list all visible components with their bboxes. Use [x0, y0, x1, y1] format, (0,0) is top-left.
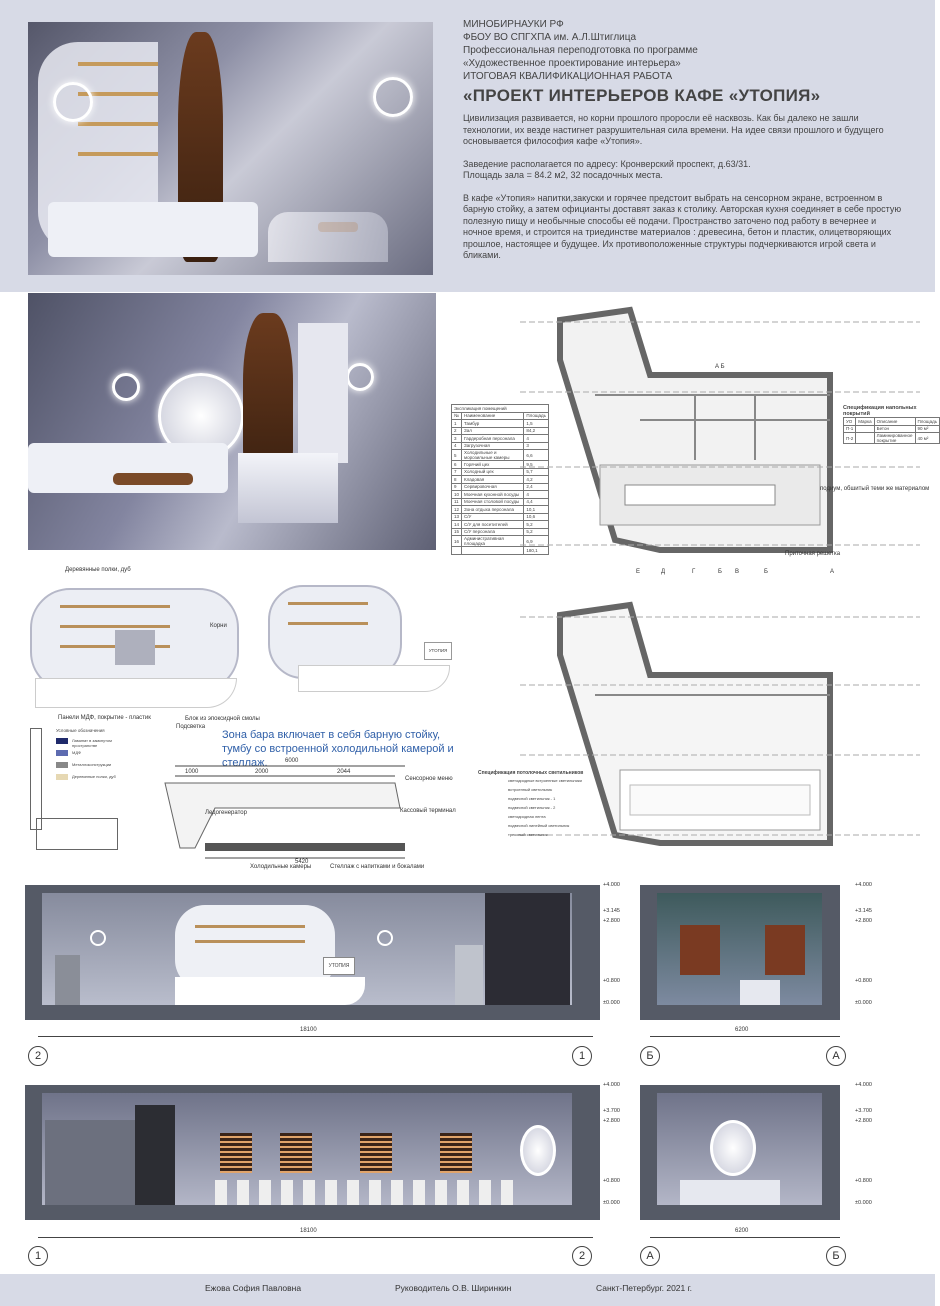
e3-axis-left: 1 [28, 1246, 48, 1266]
legend-title: Условные обозначения [56, 728, 105, 733]
explication-cell: Кладовая [462, 476, 524, 484]
fc-h0: УО [844, 418, 856, 426]
floor-cover-spec [843, 405, 938, 444]
e4-dimline [650, 1237, 840, 1238]
label-lighting: Подсветка [176, 724, 206, 730]
e2-axis-right: А [826, 1046, 846, 1066]
footer-author: Ежова София Павловна [205, 1283, 302, 1293]
e4-level-0: +4.000 [855, 1082, 872, 1088]
elev4-levels [855, 1080, 890, 1220]
e1-level-0: +4.000 [603, 882, 620, 888]
explication-cell: 6,6 [524, 450, 549, 461]
e1-level-1: +3.145 [603, 908, 620, 914]
render-bar-view [28, 22, 433, 275]
e4-dim: 6200 [735, 1228, 749, 1234]
dim-bottom: 5420 [295, 859, 309, 865]
explication-cell: 3 [452, 435, 462, 443]
explication-cell: 14 [452, 521, 462, 529]
axis-d: Д [661, 569, 666, 575]
explication-cell: 12 [452, 506, 462, 514]
explication-cell: 7 [452, 468, 462, 476]
footer-supervisor: Руководитель О.В. Ширинкин [395, 1283, 512, 1293]
explication-cell: 10,6 [524, 513, 549, 521]
e3-dimline [38, 1237, 593, 1238]
fc-r0c2: Бетон [874, 425, 915, 433]
fc-r1c0: П-2 [844, 433, 856, 444]
elev1-levels [603, 880, 638, 1020]
explication-cell: 13 [452, 513, 462, 521]
explication-cell: 9,5 [524, 461, 549, 469]
explication-cell: 8 [452, 476, 462, 484]
ceiling-light-spec [478, 770, 588, 839]
address-line: Заведение располагается по адресу: Кронверский проспект, д.63/31. [463, 158, 751, 169]
col-area: Площадь [524, 412, 549, 420]
explication-cell: 5,7 [524, 468, 549, 476]
small-legend [28, 728, 118, 848]
work-type: ИТОГОВАЯ КВАЛИФИКАЦИОННАЯ РАБОТА [463, 71, 673, 82]
explication-cell: 4,2 [524, 476, 549, 484]
ceiling-item-2: встроенный светильник [508, 787, 553, 792]
explication-cell: Моечная кухонной посуды [462, 491, 524, 499]
e1-level-2: +2.800 [603, 918, 620, 924]
fc-h2: Описание [874, 418, 915, 426]
e4-level-1: +3.700 [855, 1108, 872, 1114]
e3-dim: 18100 [300, 1228, 317, 1234]
axis-b1: Б [718, 569, 722, 575]
legend-item-1: Ламинат в замкнутом пространстве [72, 738, 112, 748]
explication-cell: 3 [524, 442, 549, 450]
e4-level-2: +2.800 [855, 1118, 872, 1124]
fc-r1c3: 40 м² [915, 433, 940, 444]
e1-dimline [38, 1036, 593, 1037]
explication-cell: 6,9 [524, 536, 549, 547]
description-p1: Цивилизация развивается, но корни прошлого проросли её насквозь. Как бы далеко не зашли технологии, их везде настигнет разрушительная сила времени. На идее связи прошлого и будущего основывается философия кафе «Утопия». [463, 113, 884, 146]
e2-level-0: +4.000 [855, 882, 872, 888]
axis-v: В [735, 569, 740, 575]
dim-b: 2000 [255, 769, 269, 775]
explication-cell: 84,2 [524, 427, 549, 435]
explication-cell: 10,1 [524, 506, 549, 514]
ceiling-spec-title: Спецификация потолочных светильников [478, 770, 584, 776]
explication-cell: Зона отдыха персонала [462, 506, 524, 514]
floor-cover-title: Спецификация напольных покрытий [843, 405, 917, 417]
label-fridges: Холодильные камеры [250, 864, 312, 870]
e3-axis-right: 2 [572, 1246, 592, 1266]
explication-cell: 5,2 [524, 528, 549, 536]
elevation-1 [25, 885, 600, 1020]
header-text [463, 18, 903, 273]
legend-swatch-1 [56, 738, 68, 744]
explication-cell: 16 [452, 536, 462, 547]
plan-note-podium: подиум, обшитый теми же материалом [820, 486, 930, 492]
e2-level-4: ±0.000 [855, 1000, 872, 1006]
elev3-levels [603, 1080, 638, 1220]
render-hall-view [28, 293, 436, 550]
explication-cell: 5 [452, 450, 462, 461]
elevation-3 [25, 1085, 600, 1220]
explication-cell: 6 [452, 461, 462, 469]
explication-cell: 5,2 [524, 521, 549, 529]
explication-cell: 4 [452, 442, 462, 450]
ceiling-item-1: светодиодные встроенные светильники [508, 778, 582, 783]
e1-level-3: +0.800 [603, 978, 620, 984]
ceiling-item-7: трековый светильник [508, 832, 548, 837]
label-panels: Панели МДФ, покрытие - пластик [58, 715, 151, 721]
e4-level-3: +0.800 [855, 1178, 872, 1184]
explication-cell: 15 [452, 528, 462, 536]
elevation-4 [640, 1085, 840, 1220]
ministry: МИНОБИРНАУКИ РФ [463, 19, 564, 30]
axis-a: А [830, 569, 835, 575]
e2-level-1: +3.145 [855, 908, 872, 914]
e3-level-1: +3.700 [603, 1108, 620, 1114]
explication-cell: 1,5 [524, 420, 549, 428]
program-line1: Профессиональная переподготовка по программе [463, 45, 698, 56]
floor-cover-table [843, 417, 940, 444]
e4-axis-right: Б [826, 1246, 846, 1266]
e1-axis-left: 2 [28, 1046, 48, 1066]
explication-cell: Сервировочная [462, 483, 524, 491]
bar-sign: УТОПИЯ [424, 642, 452, 660]
e2-level-3: +0.800 [855, 978, 872, 984]
dim-a: 1000 [185, 769, 199, 775]
e1-axis-right: 1 [572, 1046, 592, 1066]
explication-cell: 1 [452, 420, 462, 428]
legend-swatch-2 [56, 750, 68, 756]
fc-r0c1 [856, 425, 874, 433]
area-line: Площадь зала = 84.2 м2, 32 посадочных места. [463, 170, 663, 180]
label-touch-menu: Сенсорное меню [405, 776, 453, 782]
program-line2: «Художественное проектирование интерьера» [463, 58, 681, 69]
label-roots: Корни [210, 623, 227, 629]
elev-sign: УТОПИЯ [323, 957, 355, 975]
axis-b2: Б [764, 569, 768, 575]
bar-elevation-2 [268, 580, 453, 700]
label-shelves: Деревянные полки, дуб [65, 567, 131, 573]
explication-cell: 4,4 [524, 498, 549, 506]
explication-cell: Зал [462, 427, 524, 435]
page-title: «ПРОЕКТ ИНТЕРЬЕРОВ КАФЕ «УТОПИЯ» [463, 86, 821, 105]
explication-cell: Холодильные и морозильные камеры [462, 450, 524, 461]
fc-h3: Площадь [915, 418, 940, 426]
fc-r1c2: Ламинированное покрытие [874, 433, 915, 444]
total-area: 180,1 [524, 547, 549, 555]
explication-cell: С/У для посетителей [462, 521, 524, 529]
plan-note-grille: Приточная решетка [785, 551, 841, 557]
ceiling-item-5: светодиодная лента [508, 814, 546, 819]
legend-swatch-4 [56, 774, 68, 780]
explication-cell: 10 [452, 491, 462, 499]
explication-cell: 2,4 [524, 483, 549, 491]
e4-level-4: ±0.000 [855, 1200, 872, 1206]
label-epoxy: Блок из эпоксидной смолы [185, 716, 260, 722]
description-p2 [463, 159, 903, 182]
legend-item-3: Металлоконструкции [72, 762, 112, 767]
explication-cell: Административная площадка [462, 536, 524, 547]
col-num: № [452, 412, 462, 420]
dim-total: 6000 [285, 758, 299, 764]
footer-place-year: Санкт-Петербург. 2021 г. [596, 1283, 693, 1293]
explication-cell: Загрузочная [462, 442, 524, 450]
ceiling-item-4: подвесной светильник - 2 [508, 805, 556, 810]
explication-cell: Тамбур [462, 420, 524, 428]
e4-axis-left: А [640, 1246, 660, 1266]
explication-cell: Моечная столовой посуды [462, 498, 524, 506]
label-rack: Стеллаж с напитками и бокалами [330, 864, 425, 870]
explication-cell: С/У [462, 513, 524, 521]
room-explication-title: Экспликация помещений [452, 405, 549, 413]
explication-cell: Гардеробная персонала [462, 435, 524, 443]
explication-cell: 2 [452, 427, 462, 435]
explication-cell: 11 [452, 498, 462, 506]
ceiling-item-6: подвесной линейный светильник [508, 823, 570, 828]
legend-swatch-3 [56, 762, 68, 768]
e3-level-3: +0.800 [603, 1178, 620, 1184]
axis-g: Г [692, 569, 696, 575]
e2-dimline [650, 1036, 840, 1037]
dim-c: 2044 [337, 769, 351, 775]
label-ice: Ледогенератор [205, 810, 247, 816]
fc-r1c1 [856, 433, 874, 444]
elev2-levels [855, 880, 890, 1020]
axis-e: Е [636, 569, 641, 575]
bar-elevation-1 [30, 567, 260, 720]
label-cash: Кассовый терминал [400, 808, 456, 814]
legend-item-2: МДФ [72, 750, 81, 755]
description-p3: В кафе «Утопия» напитки,закуски и горячее предстоит выбрать на сенсорном экране, встроенном в барную стойку, а затем официанты доставят заказ к столику. Авторская кухня соединяет в себе простую полезную пищу и необычные способы её подачи. Пространство заточено под работу в вечернее и ночное время, и строится на триединстве материалов : древесина, бетон и пластик, олицетворяющих прошлое, настоящее и будущее. Их противоположенные структуры подчеркиваются игрой света и бликами. [463, 192, 902, 260]
legend-item-4: Деревянные полки, дуб [72, 774, 116, 779]
e1-level-4: ±0.000 [603, 1000, 620, 1006]
e3-level-4: ±0.000 [603, 1200, 620, 1206]
fc-r0c3: 90 м² [915, 425, 940, 433]
section-mark: А Б [715, 364, 725, 370]
fc-h1: Марка [856, 418, 874, 426]
e3-level-0: +4.000 [603, 1082, 620, 1088]
explication-cell: 4 [524, 435, 549, 443]
plan-axes-bottom [520, 563, 900, 579]
explication-cell: 9 [452, 483, 462, 491]
institution: ФБОУ ВО СПГХПА им. А.Л.Штиглица [463, 32, 637, 43]
explication-cell: С/У персонала [462, 528, 524, 536]
fc-r0c0: П-1 [844, 425, 856, 433]
e2-dim: 6200 [735, 1027, 749, 1033]
e2-axis-left: Б [640, 1046, 660, 1066]
explication-cell: 4 [524, 491, 549, 499]
bar-note: Зона бара включает в себя барную стойку, тумбу со встроенной холодильной камерой и стеллаж. [222, 729, 454, 769]
elevation-2 [640, 885, 840, 1020]
col-name: Наименование [462, 412, 524, 420]
e3-level-2: +2.800 [603, 1118, 620, 1124]
ceiling-item-3: подвесной светильник - 1 [508, 796, 556, 801]
explication-cell: Холодный цех [462, 468, 524, 476]
explication-cell: Горячий цех [462, 461, 524, 469]
e2-level-2: +2.800 [855, 918, 872, 924]
e1-dim: 18100 [300, 1027, 317, 1033]
